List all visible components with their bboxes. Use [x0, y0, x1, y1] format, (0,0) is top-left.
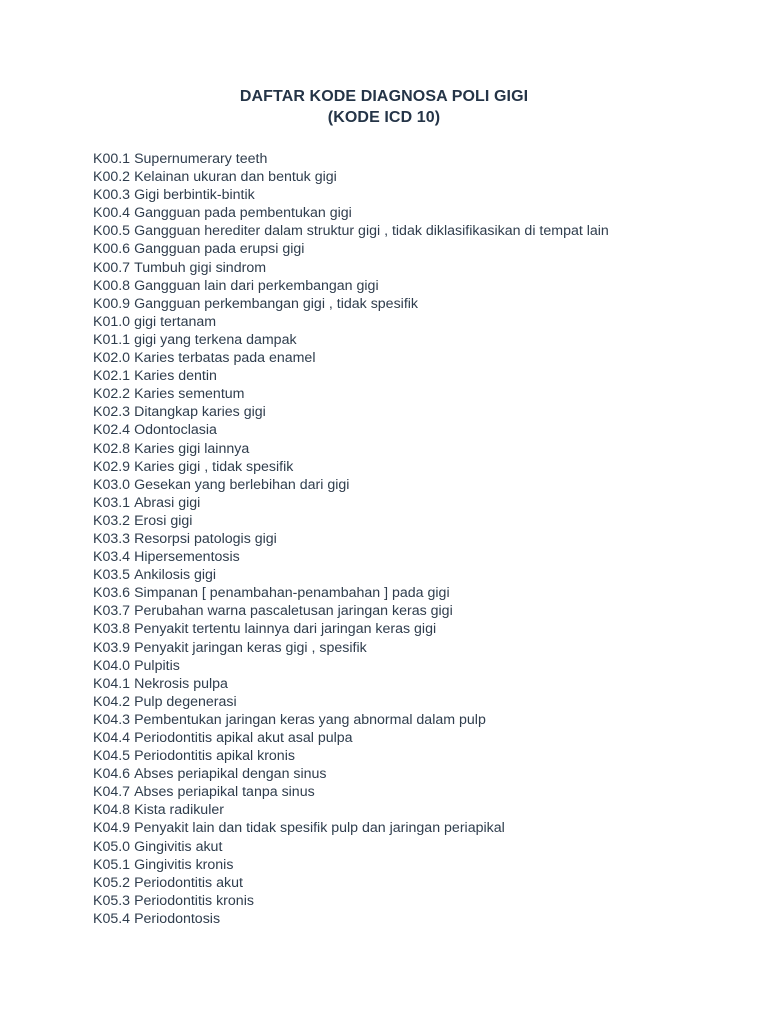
diagnosis-code: K05.4 — [93, 910, 131, 927]
diagnosis-code: K00.4 — [93, 205, 131, 222]
diagnosis-description: Karies dentin — [134, 368, 217, 385]
diagnosis-code: K03.3 — [93, 530, 131, 547]
list-item — [93, 856, 609, 874]
diagnosis-description: Ditangkap karies gigi — [134, 404, 266, 421]
list-item — [93, 277, 609, 295]
list-item — [93, 801, 609, 819]
list-item — [93, 693, 609, 711]
diagnosis-code: K04.0 — [93, 657, 131, 674]
diagnosis-description: Abrasi gigi — [134, 494, 201, 511]
list-item — [93, 168, 609, 186]
list-item — [93, 240, 609, 258]
list-item — [93, 512, 609, 530]
diagnosis-description: Pulp degenerasi — [134, 693, 237, 710]
diagnosis-code: K05.0 — [93, 838, 131, 855]
diagnosis-description: Karies sementum — [134, 386, 245, 403]
list-item — [93, 295, 609, 313]
diagnosis-description: Periodontosis — [134, 910, 221, 927]
diagnosis-description: Periodontitis akut — [134, 874, 243, 891]
list-item — [93, 548, 609, 566]
list-item — [93, 476, 609, 494]
diagnosis-description: Kista radikuler — [134, 802, 224, 819]
list-item — [93, 765, 609, 783]
title-line-subtitle: (KODE ICD 10) — [327, 109, 441, 126]
diagnosis-description: Gesekan yang berlebihan dari gigi — [134, 476, 350, 493]
diagnosis-description: Periodontitis apikal kronis — [134, 748, 295, 765]
diagnosis-description: Karies gigi lainnya — [134, 440, 250, 457]
list-item — [93, 259, 609, 277]
list-item — [93, 458, 609, 476]
list-item — [93, 747, 609, 765]
diagnosis-description: Odontoclasia — [134, 422, 217, 439]
diagnosis-code: K04.4 — [93, 730, 131, 746]
diagnosis-code: K03.8 — [93, 621, 131, 638]
diagnosis-code: K00.1 — [93, 151, 131, 167]
diagnosis-code: K00.3 — [93, 187, 131, 204]
diagnosis-description: Gangguan pada erupsi gigi — [134, 241, 305, 258]
diagnosis-code: K03.7 — [93, 603, 131, 620]
diagnosis-code: K01.1 — [93, 331, 131, 348]
list-item — [93, 729, 609, 747]
diagnosis-description: Periodontitis kronis — [134, 892, 254, 909]
diagnosis-code: K03.0 — [93, 476, 131, 493]
diagnosis-code: K04.3 — [93, 711, 131, 728]
list-item — [93, 639, 609, 657]
diagnosis-description: Erosi gigi — [134, 512, 193, 529]
diagnosis-code: K00.6 — [93, 241, 131, 258]
diagnosis-code: K02.9 — [93, 458, 131, 475]
diagnosis-code: K02.1 — [93, 368, 131, 385]
diagnosis-code: K00.9 — [93, 295, 131, 312]
diagnosis-code: K04.5 — [93, 748, 131, 765]
diagnosis-code: K03.2 — [93, 512, 131, 529]
diagnosis-description: Nekrosis pulpa — [134, 675, 228, 692]
diagnosis-description: Abses periapikal tanpa sinus — [134, 784, 315, 801]
list-item — [93, 440, 609, 458]
diagnosis-code: K02.4 — [93, 422, 131, 439]
diagnosis-code: K03.4 — [93, 549, 131, 566]
list-item — [93, 892, 609, 910]
diagnosis-description: Penyakit lain dan tidak spesifik pulp dan jaringan periapikal — [134, 820, 505, 837]
list-item — [93, 349, 609, 367]
list-item — [93, 403, 609, 421]
title-line-main: DAFTAR KODE DIAGNOSA POLI GIGI — [239, 88, 529, 105]
diagnosis-description: Hipersementosis — [134, 549, 240, 566]
diagnosis-code: K03.6 — [93, 585, 131, 602]
diagnosis-code: K02.3 — [93, 404, 131, 421]
diagnosis-description: gigi tertanam — [134, 313, 217, 330]
diagnosis-code: K03.1 — [93, 494, 131, 511]
diagnosis-code: K03.9 — [93, 639, 131, 656]
diagnosis-description: Gangguan perkembangan gigi , tidak spesifik — [134, 295, 419, 312]
diagnosis-code: K02.8 — [93, 440, 131, 457]
diagnosis-code: K03.5 — [93, 567, 131, 584]
diagnosis-description: Abses periapikal dengan sinus — [134, 766, 327, 783]
list-item — [93, 783, 609, 801]
diagnosis-code: K05.3 — [93, 892, 131, 909]
diagnosis-code: K00.8 — [93, 277, 131, 294]
list-item — [93, 602, 609, 620]
diagnosis-code: K02.2 — [93, 386, 131, 403]
diagnosis-description: Penyakit tertentu lainnya dari jaringan keras gigi — [134, 621, 437, 638]
list-item — [93, 874, 609, 892]
list-item — [93, 530, 609, 548]
diagnosis-description: Gangguan herediter dalam struktur gigi , tidak diklasifikasikan di tempat lain — [134, 223, 609, 240]
list-item — [93, 838, 609, 856]
diagnosis-code: K05.2 — [93, 874, 131, 891]
diagnosis-code: K01.0 — [93, 313, 131, 330]
diagnosis-description: Resorpsi patologis gigi — [134, 530, 277, 547]
diagnosis-description: Tumbuh gigi sindrom — [134, 259, 267, 276]
diagnosis-description: Pulpitis — [134, 657, 180, 674]
list-item — [93, 222, 609, 240]
diagnosis-code: K04.2 — [93, 693, 131, 710]
list-item — [93, 910, 609, 928]
diagnosis-description: Periodontitis apikal akut asal pulpa — [134, 730, 353, 746]
diagnosis-description: gigi yang terkena dampak — [134, 331, 297, 348]
list-item — [93, 675, 609, 693]
diagnosis-code: K04.1 — [93, 675, 131, 692]
list-item — [93, 620, 609, 638]
list-item — [93, 819, 609, 837]
list-item — [93, 313, 609, 331]
list-item — [93, 494, 609, 512]
list-item — [93, 657, 609, 675]
list-item — [93, 421, 609, 439]
diagnosis-description: Pembentukan jaringan keras yang abnormal dalam pulp — [134, 711, 486, 728]
diagnosis-code: K04.7 — [93, 784, 131, 801]
diagnosis-description: Simpanan [ penambahan-penambahan ] pada gigi — [134, 585, 450, 602]
list-item — [93, 150, 609, 168]
diagnosis-description: Karies terbatas pada enamel — [134, 350, 316, 367]
diagnosis-code: K05.1 — [93, 856, 131, 873]
diagnosis-code: K00.7 — [93, 259, 131, 276]
diagnosis-description: Ankilosis gigi — [134, 567, 217, 584]
diagnosis-code: K04.9 — [93, 820, 131, 837]
diagnosis-code: K04.6 — [93, 766, 131, 783]
list-item — [93, 566, 609, 584]
diagnosis-description: Gigi berbintik-bintik — [134, 187, 255, 204]
diagnosis-description: Gingivitis kronis — [134, 856, 234, 873]
diagnosis-description: Karies gigi , tidak spesifik — [134, 458, 294, 475]
list-item — [93, 385, 609, 403]
diagnosis-description: Penyakit jaringan keras gigi , spesifik — [134, 639, 367, 656]
diagnosis-description: Gangguan lain dari perkembangan gigi — [134, 277, 379, 294]
diagnosis-description: Kelainan ukuran dan bentuk gigi — [134, 169, 337, 186]
list-item — [93, 367, 609, 385]
list-item — [93, 204, 609, 222]
diagnosis-code: K02.0 — [93, 350, 131, 367]
diagnosis-description: Supernumerary teeth — [134, 151, 268, 167]
diagnosis-description: Gangguan pada pembentukan gigi — [134, 205, 352, 222]
document-title — [0, 86, 768, 128]
list-item — [93, 584, 609, 602]
diagnosis-code: K04.8 — [93, 802, 131, 819]
list-item — [93, 711, 609, 729]
list-item — [93, 331, 609, 349]
diagnosis-code: K00.5 — [93, 223, 131, 240]
diagnosis-code-list — [93, 150, 609, 928]
list-item — [93, 186, 609, 204]
diagnosis-description: Perubahan warna pascaletusan jaringan keras gigi — [134, 603, 453, 620]
diagnosis-code: K00.2 — [93, 169, 131, 186]
diagnosis-description: Gingivitis akut — [134, 838, 223, 855]
